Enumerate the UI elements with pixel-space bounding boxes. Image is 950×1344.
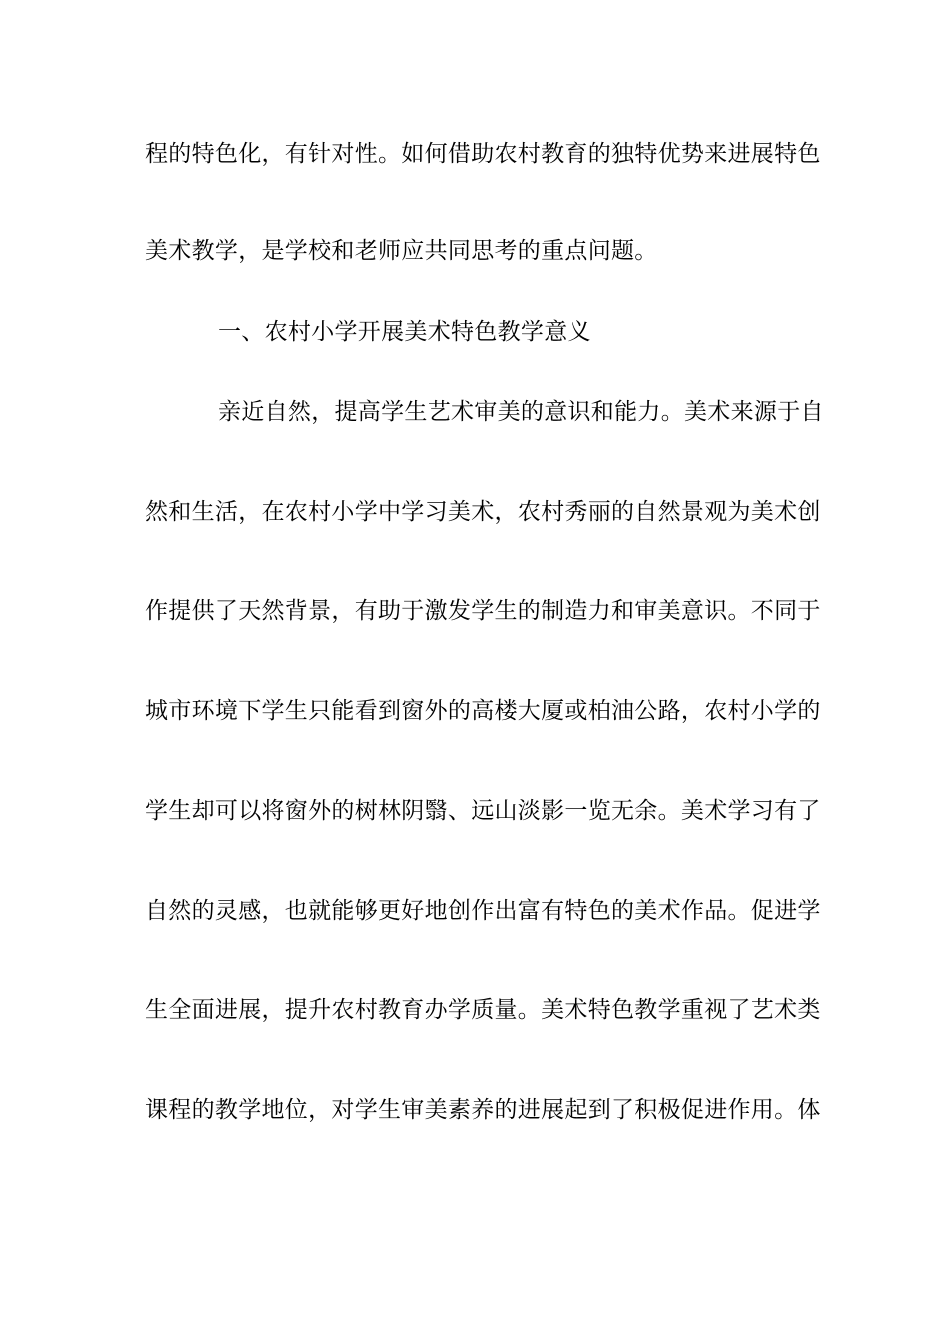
text-line: 美术教学，是学校和老师应共同思考的重点问题。 (145, 238, 658, 264)
text-line: 然和生活，在农村小学中学习美术，农村秀丽的自然景观为美术创 (145, 499, 821, 525)
text-line: 课程的教学地位，对学生审美素养的进展起到了积极促进作用。体 (145, 1097, 821, 1123)
section-heading: 一、农村小学开展美术特色教学意义 (218, 319, 591, 345)
text-line: 作提供了天然背景，有助于激发学生的制造力和审美意识。不同于 (145, 598, 821, 624)
text-line: 学生却可以将窗外的树林阴翳、远山淡影一览无余。美术学习有了 (145, 798, 821, 824)
text-line: 生全面进展，提升农村教育办学质量。美术特色教学重视了艺术类 (145, 997, 821, 1023)
paragraph-first-line: 亲近自然，提高学生艺术审美的意识和能力。美术来源于自 (218, 399, 824, 425)
text-line: 城市环境下学生只能看到窗外的高楼大厦或柏油公路，农村小学的 (145, 698, 821, 724)
text-line: 自然的灵感，也就能够更好地创作出富有特色的美术作品。促进学 (145, 898, 821, 924)
text-line: 程的特色化，有针对性。如何借助农村教育的独特优势来进展特色 (145, 141, 821, 167)
